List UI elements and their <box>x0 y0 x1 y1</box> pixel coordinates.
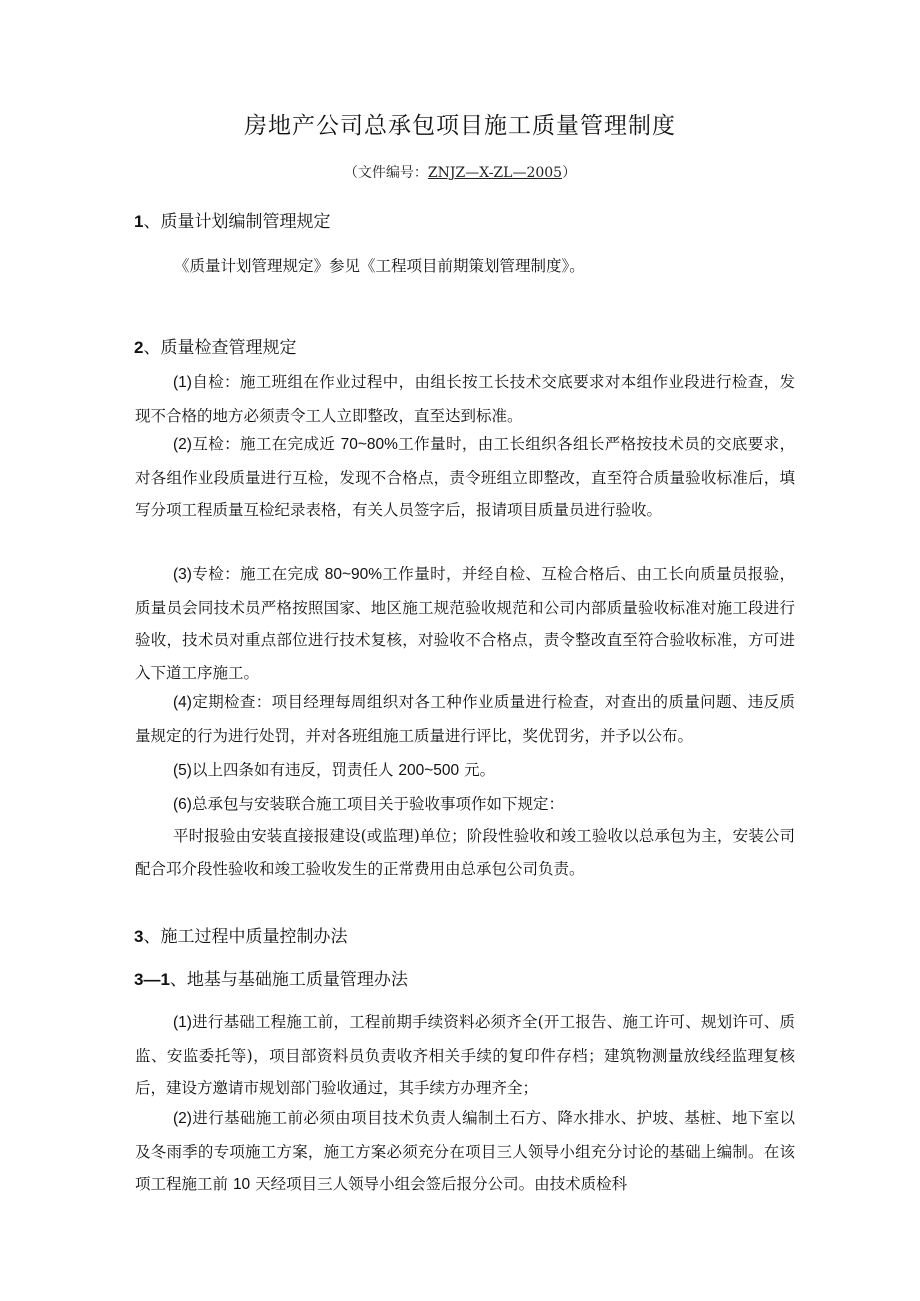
item-text: 定期检查：项目经理每周组织对各工种作业质量进行检查，对查出的质量问题、违反质量规定的行为进行处罚，并对各班组施工质量进行评比，奖优罚劣，并予以公布。 <box>135 693 795 745</box>
section-1-body: 《质量计划管理规定》参见《工程项目前期策划管理制度》。 <box>174 257 585 275</box>
section-heading-text: 、地基与基础施工质量管理办法 <box>169 970 408 990</box>
section-number: 2 <box>134 338 144 357</box>
item-marker: (3) <box>173 566 192 583</box>
paragraph-joint-acceptance <box>135 788 795 822</box>
item-text: 元。 <box>459 761 496 779</box>
item-text: 工作量时，由工长组织各组长严格按技术员的交底要求，对各组作业段质量进行互检，发现不合格点，责令班组立即整改，直至符合质量验收标准后，填写分项工程质量互检纪录表格，有关人员签字后，报请项目质量员进行验收。 <box>135 435 795 519</box>
section-heading-text: 、施工过程中质量控制办法 <box>143 927 348 947</box>
item-text: 进行基础工程施工前，工程前期手续资料必须齐全(开工报告、施工许可、规划许可、质监、安监委托等)，项目部资料员负责收齐相关手续的复印件存档；建筑物测量放线经监理复核后，建设方邀请市规划部门验收通过，其手续方办理齐全； <box>135 1013 795 1097</box>
item-text: 以上四条如有违反，罚责任人 <box>191 761 399 779</box>
paragraph-penalty <box>135 754 795 788</box>
paragraph-acceptance-detail: 平时报验由安装直接报建设(或监理)单位；阶段性验收和竣工验收以总承包为主，安装公司配合邛介段性验收和竣工验收发生的正常费用由总承包公司负责。 <box>135 827 795 878</box>
item-marker: (4) <box>173 694 192 711</box>
document-number <box>0 163 920 183</box>
item-marker: (6) <box>173 796 192 813</box>
paragraph-periodic-check <box>135 686 795 752</box>
paragraph-foundation-plan <box>135 1102 795 1202</box>
item-figure: 10 <box>232 1176 251 1193</box>
section-heading-text: 、质量检查管理规定 <box>143 338 297 358</box>
paragraph-special-check <box>135 558 795 689</box>
item-text: 天经项目三人领导小组会签后报分公司。由技术质检科 <box>250 1175 628 1193</box>
item-text: 进行基础施工前必须由项目技术负责人编制土石方、降水排水、护坡、基桩、地下室以及冬雨季的专项施工方案，施工方案必须充分在项目三人领导小组充分讨论的基础上编制。在该项工程施工前 <box>135 1109 795 1193</box>
doc-number-code: ZNJZ—X-ZL—2005 <box>427 165 563 181</box>
item-marker: (1) <box>173 374 192 391</box>
section-3-1-heading <box>134 968 408 992</box>
item-text: 互检：施工在完成近 <box>191 435 341 453</box>
paragraph-self-check <box>135 366 795 432</box>
doc-number-prefix: （文件编号： <box>343 165 428 181</box>
item-figure: 70~80% <box>340 436 398 453</box>
item-text: 总承包与安装联合施工项目关于验收事项作如下规定： <box>191 795 564 813</box>
section-3-heading <box>134 925 347 949</box>
item-marker: (2) <box>173 1110 192 1127</box>
item-text: 专检：施工在完成 <box>191 565 325 583</box>
paragraph-foundation-prerequisites <box>135 1006 795 1105</box>
item-marker: (2) <box>173 436 192 453</box>
section-heading-text: 、质量计划编制管理规定 <box>143 212 331 232</box>
section-2-heading <box>134 336 296 360</box>
item-text: 工作量时，并经自检、互检合格后、由工长向质量员报验，质量员会同技术员严格按照国家、地区施工规范验收规范和公司内部质量验收标准对施工段进行验收，技术员对重点部位进行技术复核，对验收不合格点，责令整改直至符合验收标准，方可进入下道工序施工。 <box>135 565 795 682</box>
section-number: 3—1 <box>134 970 170 989</box>
document-title: 房地产公司总承包项目施工质量管理制度 <box>244 113 676 139</box>
section-number: 1 <box>134 212 144 231</box>
item-figure: 200~500 <box>398 762 460 779</box>
item-text: 自检：施工班组在作业过程中，由组长按工长技术交底要求对本组作业段进行检查，发现不合格的地方必须责令工人立即整改，直至达到标准。 <box>135 373 795 425</box>
paragraph-mutual-check <box>135 428 795 527</box>
item-marker: (1) <box>173 1014 192 1031</box>
section-number: 3 <box>134 927 144 946</box>
section-1-heading <box>134 210 330 234</box>
doc-number-suffix: ） <box>562 165 577 181</box>
item-marker: (5) <box>173 762 192 779</box>
item-figure: 80~90% <box>324 566 383 583</box>
